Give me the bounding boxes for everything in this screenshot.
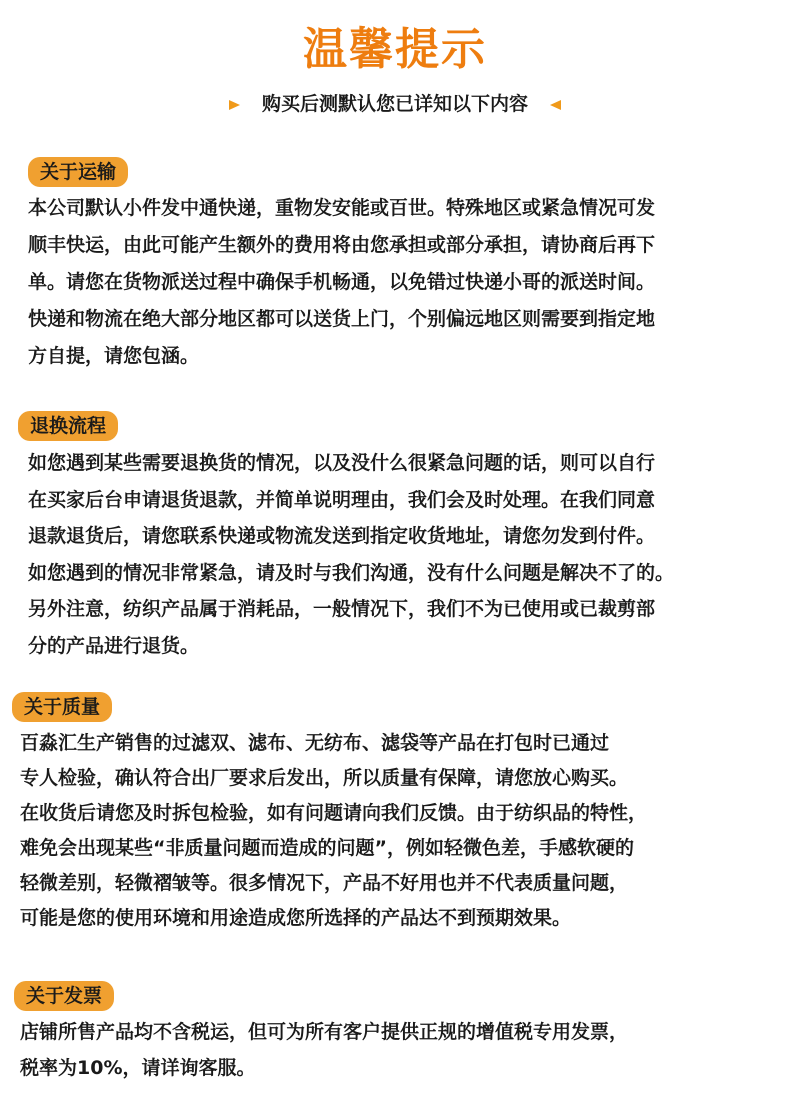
subtitle-text: 购买后测默认您已详知以下内容 xyxy=(261,93,528,115)
section-returns-body xyxy=(28,445,674,664)
text-line: 本公司默认小件发中通快递，重物发安能或百世。特殊地区或紧急情况可发 xyxy=(28,197,656,219)
section-returns xyxy=(18,411,118,441)
section-tag-quality: 关于质量 xyxy=(12,692,112,722)
section-invoice-body xyxy=(20,1014,628,1086)
section-invoice xyxy=(14,981,114,1011)
text-line: 如您遇到的情况非常紧急，请及时与我们沟通，没有什么问题是解决不了的。 xyxy=(28,561,675,584)
text-line: 店铺所售产品均不含税运，但可为所有客户提供正规的增值税专用发票， xyxy=(20,1021,629,1043)
section-quality xyxy=(12,692,112,722)
text-line: 顺丰快运，由此可能产生额外的费用将由您承担或部分承担，请协商后再下 xyxy=(28,234,656,256)
text-line: 轻微差别，轻微褶皱等。很多情况下，产品不好用也并不代表质量问题， xyxy=(20,872,629,894)
text-line: 难免会出现某些“非质量问题而造成的问题”，例如轻微色差，手感软硬的 xyxy=(20,837,634,859)
text-line: 分的产品进行退货。 xyxy=(28,634,200,657)
text-line: 方自提，请您包涵。 xyxy=(28,345,200,367)
text-line: 可能是您的使用环境和用途造成您所选择的产品达不到预期效果。 xyxy=(20,907,572,929)
section-tag-invoice: 关于发票 xyxy=(14,981,114,1011)
page-title: 温馨提示 xyxy=(303,24,487,75)
text-line: 另外注意，纺织产品属于消耗品，一般情况下，我们不为已使用或已裁剪部 xyxy=(28,598,656,620)
text-line: 百淼汇生产销售的过滤双、滤布、无纺布、滤袋等产品在打包时已通过 xyxy=(20,732,610,754)
section-tag-shipping: 关于运输 xyxy=(28,157,128,187)
page-subtitle xyxy=(0,90,790,118)
section-tag-returns: 退换流程 xyxy=(18,411,118,441)
text-line: 快递和物流在绝大部分地区都可以送货上门，个别偏远地区则需要到指定地 xyxy=(28,308,656,330)
section-shipping xyxy=(28,157,128,187)
section-shipping-body xyxy=(28,190,655,375)
section-quality-body xyxy=(20,726,647,936)
text-line: 在买家后台申请退货退款，并简单说明理由，我们会及时处理。在我们同意 xyxy=(28,488,656,511)
arrow-right-icon xyxy=(229,100,240,110)
text-line: 税率为10%，请详询客服。 xyxy=(20,1057,256,1079)
arrow-left-icon xyxy=(550,100,561,110)
text-line: 专人检验，确认符合出厂要求后发出，所以质量有保障，请您放心购买。 xyxy=(20,767,629,789)
text-line: 如您遇到某些需要退换货的情况，以及没什么很紧急问题的话，则可以自行 xyxy=(28,452,656,474)
text-line: 在收货后请您及时拆包检验，如有问题请向我们反馈。由于纺织品的特性， xyxy=(20,802,648,824)
text-line: 退款退货后，请您联系快递或物流发送到指定收货地址，请您勿发到付件。 xyxy=(28,525,656,547)
text-line: 单。请您在货物派送过程中确保手机畅通，以免错过快递小哥的派送时间。 xyxy=(28,271,656,293)
